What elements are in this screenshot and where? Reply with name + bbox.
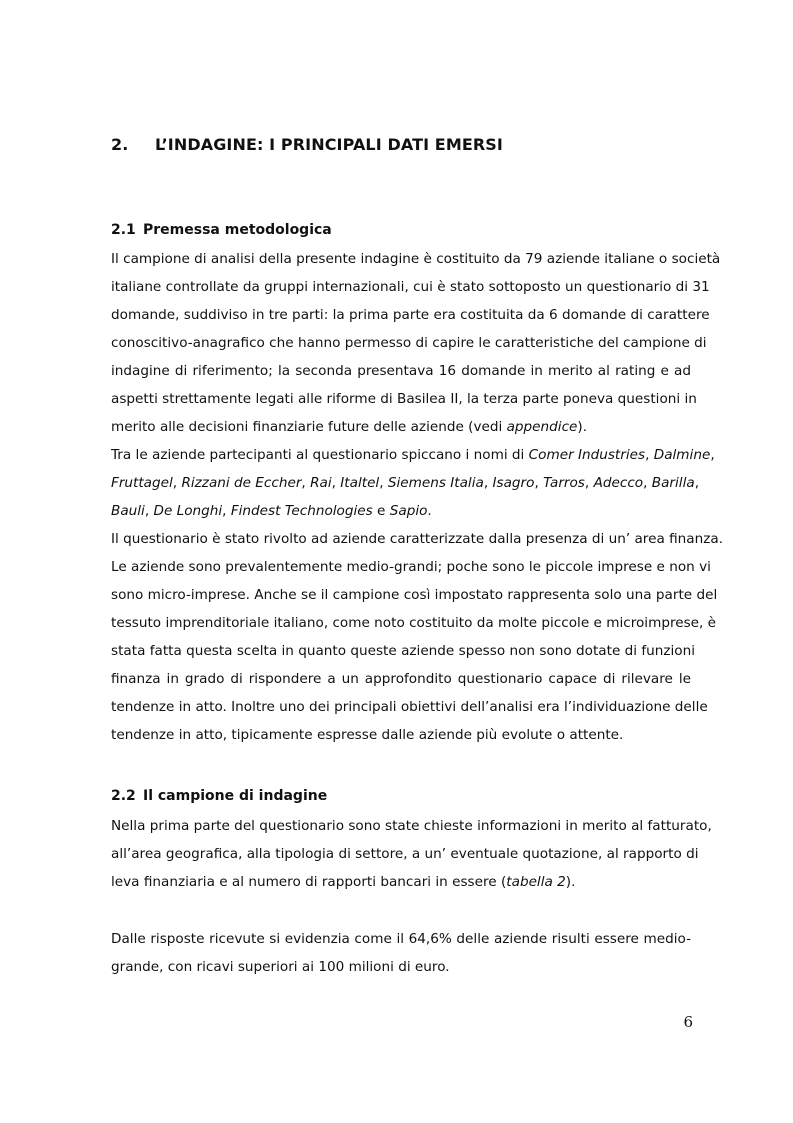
separator: , bbox=[643, 475, 652, 491]
section-title: Il campione di indagine bbox=[143, 788, 328, 804]
text-line: grande, con ricavi superiori ai 100 milioni di euro. bbox=[111, 959, 450, 975]
text-line: Nella prima parte del questionario sono state chieste informazioni in merito al fatturato, bbox=[111, 818, 712, 834]
text-line bbox=[111, 469, 700, 497]
text-run: leva finanziaria e al numero di rapporti bancari in essere ( bbox=[111, 874, 507, 890]
company-name: Dalmine bbox=[653, 447, 711, 463]
company-name: Italtel bbox=[340, 475, 380, 491]
text-line: aspetti strettamente legati alle riforme di Basilea II, la terza parte poneva questioni in bbox=[111, 391, 697, 407]
appendix-reference: appendice bbox=[506, 419, 578, 435]
section-number: 2.1 bbox=[111, 222, 136, 238]
text-line bbox=[111, 441, 715, 469]
text-line: italiane controllate da gruppi internazionali, cui è stato sottoposto un questionario di 31 bbox=[111, 279, 710, 295]
text-line: finanza in grado di rispondere a un approfondito questionario capace di rilevare le bbox=[111, 671, 691, 687]
section-2-2-body-2 bbox=[111, 925, 691, 981]
text-line bbox=[111, 868, 691, 896]
text-run: ). bbox=[577, 419, 588, 435]
text-line: conoscitivo-anagrafico che hanno permesso di capire le caratteristiche del campione di bbox=[111, 335, 707, 351]
text-line: Il campione di analisi della presente indagine è costituito da 79 aziende italiane o società bbox=[111, 251, 721, 267]
section-2-1-body bbox=[111, 245, 724, 749]
section-heading-2-1 bbox=[111, 222, 332, 238]
separator: , bbox=[222, 503, 231, 519]
company-name: Bauli bbox=[111, 503, 145, 519]
company-name: Adecco bbox=[593, 475, 644, 491]
separator: , bbox=[483, 475, 493, 491]
text-line bbox=[111, 497, 691, 525]
chapter-number: 2. bbox=[111, 135, 129, 154]
separator: , bbox=[584, 475, 594, 491]
company-name: De Longhi bbox=[153, 503, 223, 519]
separator: , bbox=[301, 475, 311, 491]
company-name: Barilla bbox=[651, 475, 695, 491]
text-line: sono micro-imprese. Anche se il campione così impostato rappresenta solo una parte del bbox=[111, 587, 718, 603]
text-run: . bbox=[427, 503, 432, 519]
text-line: domande, suddiviso in tre parti: la prima parte era costituita da 6 domande di carattere bbox=[111, 307, 710, 323]
text-run: merito alle decisioni finanziarie future delle aziende (vedi bbox=[111, 419, 507, 435]
separator: , bbox=[379, 475, 388, 491]
text-line bbox=[111, 413, 691, 441]
page-number: 6 bbox=[683, 1013, 693, 1031]
text-line: Il questionario è stato rivolto ad aziende caratterizzate dalla presenza di un’ area finanza. bbox=[111, 531, 724, 547]
section-title: Premessa metodologica bbox=[143, 222, 332, 238]
chapter-heading bbox=[111, 135, 503, 154]
separator: , bbox=[645, 447, 654, 463]
separator: , bbox=[694, 475, 700, 491]
separator: , bbox=[331, 475, 341, 491]
company-name: Tarros bbox=[543, 475, 585, 491]
section-number: 2.2 bbox=[111, 788, 136, 804]
text-line: tessuto imprenditoriale italiano, come noto costituito da molte piccole e microimprese, è bbox=[111, 615, 717, 631]
text-run: ). bbox=[565, 874, 576, 890]
company-name: Sapio bbox=[389, 503, 428, 519]
separator: , bbox=[710, 447, 715, 463]
section-heading-2-2 bbox=[111, 788, 327, 804]
company-name: Fruttagel bbox=[111, 475, 173, 491]
chapter-title-text: L’INDAGINE: I PRINCIPALI DATI EMERSI bbox=[155, 135, 503, 154]
text-line: all’area geografica, alla tipologia di settore, a un’ eventuale quotazione, al rapporto di bbox=[111, 846, 699, 862]
separator: , bbox=[534, 475, 544, 491]
text-line: stata fatta questa scelta in quanto queste aziende spesso non sono dotate di funzioni bbox=[111, 643, 695, 659]
company-name: Rizzani de Eccher bbox=[181, 475, 302, 491]
conjunction: e bbox=[372, 503, 390, 519]
text-line: indagine di riferimento; la seconda presentava 16 domande in merito al rating e ad bbox=[111, 363, 691, 379]
text-line: tendenze in atto, tipicamente espresse dalle aziende più evolute o attente. bbox=[111, 727, 624, 743]
text-line: Dalle risposte ricevute si evidenzia come il 64,6% delle aziende risulti essere medio- bbox=[111, 931, 691, 947]
table-reference: tabella 2 bbox=[506, 874, 566, 890]
separator: , bbox=[172, 475, 182, 491]
text-run: Tra le aziende partecipanti al questionario spiccano i nomi di bbox=[111, 447, 529, 463]
section-2-2-body bbox=[111, 812, 712, 896]
text-line: tendenze in atto. Inoltre uno dei principali obiettivi dell’analisi era l’individuazione delle bbox=[111, 699, 708, 715]
company-name: Isagro bbox=[492, 475, 535, 491]
company-name: Comer Industries bbox=[528, 447, 646, 463]
company-name: Rai bbox=[310, 475, 332, 491]
text-line: Le aziende sono prevalentemente medio-grandi; poche sono le piccole imprese e non vi bbox=[111, 559, 711, 575]
separator: , bbox=[144, 503, 154, 519]
company-name: Siemens Italia bbox=[387, 475, 484, 491]
company-name: Findest Technologies bbox=[230, 503, 373, 519]
